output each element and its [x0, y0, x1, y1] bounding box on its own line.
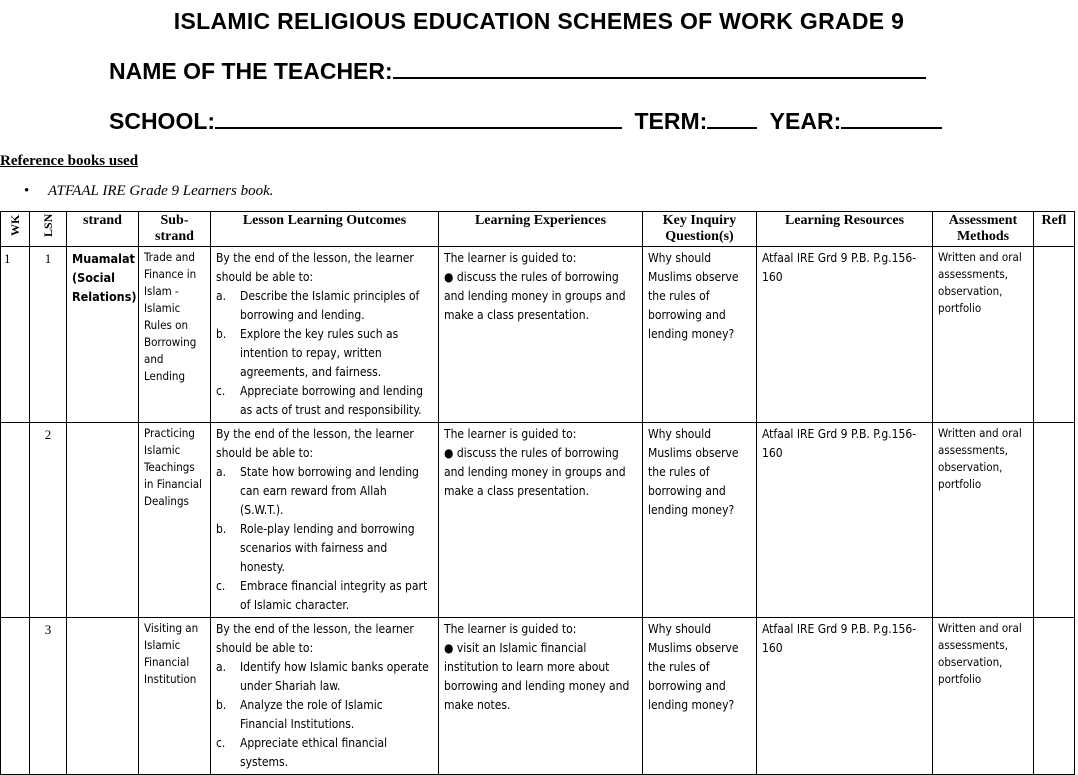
- list-item: c. Appreciate ethical financial systems.: [216, 736, 388, 769]
- experience-intro: The learner is guided to:: [444, 427, 577, 441]
- reference-item: [24, 183, 274, 200]
- assessment-cell: Written and oral assessments, observation, portfolio: [933, 423, 1034, 618]
- list-item: c. Embrace financial integrity as part of Islamic character.: [216, 579, 428, 612]
- scheme-table: [0, 211, 1075, 775]
- outcome-list: [216, 463, 433, 615]
- table-row: [1, 247, 1075, 423]
- experience-intro: The learner is guided to:: [444, 251, 577, 265]
- week-header: WK: [1, 212, 30, 247]
- assessment-cell: Written and oral assessments, observation, portfolio: [933, 618, 1034, 775]
- reference-text: ATFAAL IRE Grade 9 Learners book.: [48, 183, 274, 199]
- list-item: b. Analyze the role of Islamic Financial Institutions.: [216, 698, 383, 731]
- outcome-list: [216, 287, 433, 420]
- outcomes-cell: [211, 423, 439, 618]
- school-blank[interactable]: [215, 107, 622, 129]
- experiences-cell: [439, 423, 643, 618]
- outcome-intro: By the end of the lesson, the learner should be able to:: [216, 622, 414, 655]
- resources-cell: Atfaal IRE Grd 9 P.B. P.g.156-160: [757, 423, 933, 618]
- year-blank[interactable]: [841, 107, 942, 129]
- week-cell: 1: [1, 247, 30, 423]
- school-term-year-field: [109, 107, 942, 135]
- list-item: a. State how borrowing and lending can earn reward from Allah (S.W.T.).: [216, 465, 419, 517]
- reflection-cell[interactable]: [1034, 618, 1075, 775]
- strand-cell: [67, 618, 139, 775]
- year-label: YEAR:: [769, 108, 842, 134]
- bullet-icon: •: [24, 183, 30, 199]
- week-cell: [1, 423, 30, 618]
- reflection-cell[interactable]: [1034, 423, 1075, 618]
- resources-header: Learning Resources: [757, 212, 933, 247]
- table-header-row: [1, 212, 1075, 247]
- list-item: a. Describe the Islamic principles of borrowing and lending.: [216, 289, 420, 322]
- teacher-label: NAME OF THE TEACHER:: [109, 58, 393, 84]
- experiences-cell: [439, 247, 643, 423]
- experiences-header: Learning Experiences: [439, 212, 643, 247]
- lesson-cell: 2: [30, 423, 67, 618]
- sub-strand-cell: Trade and Finance in Islam - Islamic Rules on Borrowing and Lending: [139, 247, 211, 423]
- outcomes-cell: [211, 618, 439, 775]
- outcome-intro: By the end of the lesson, the learner should be able to:: [216, 427, 414, 460]
- week-cell: [1, 618, 30, 775]
- experience-intro: The learner is guided to:: [444, 622, 577, 636]
- inquiry-cell: Why should Muslims observe the rules of borrowing and lending money?: [643, 423, 757, 618]
- inquiry-cell: Why should Muslims observe the rules of borrowing and lending money?: [643, 618, 757, 775]
- resources-cell: Atfaal IRE Grd 9 P.B. P.g.156-160: [757, 247, 933, 423]
- table-row: [1, 618, 1075, 775]
- strand-header: strand: [67, 212, 139, 247]
- inquiry-cell: Why should Muslims observe the rules of borrowing and lending money?: [643, 247, 757, 423]
- teacher-name-blank[interactable]: [393, 57, 926, 79]
- sub-strand-cell: Visiting an Islamic Financial Institution: [139, 618, 211, 775]
- lesson-header: LSN: [30, 212, 67, 247]
- outcome-list: [216, 658, 433, 772]
- document-title: ISLAMIC RELIGIOUS EDUCATION SCHEMES OF WORK GRADE 9: [173, 8, 905, 34]
- reflection-cell[interactable]: [1034, 247, 1075, 423]
- term-blank[interactable]: [707, 107, 757, 129]
- strand-cell: [67, 423, 139, 618]
- table-row: [1, 423, 1075, 618]
- lesson-cell: 3: [30, 618, 67, 775]
- lesson-cell: 1: [30, 247, 67, 423]
- experience-text: ● visit an Islamic financial institution to learn more about borrowing and lending money and make notes.: [444, 641, 630, 712]
- experiences-cell: [439, 618, 643, 775]
- sub-strand-cell: Practicing Islamic Teachings in Financial Dealings: [139, 423, 211, 618]
- outcomes-cell: [211, 247, 439, 423]
- list-item: b. Role-play lending and borrowing scenarios with fairness and honesty.: [216, 522, 415, 574]
- strand-cell: Muamalat (Social Relations): [67, 247, 139, 423]
- school-label: SCHOOL:: [109, 108, 216, 134]
- list-item: b. Explore the key rules such as intention to repay, written agreements, and fairness.: [216, 327, 399, 379]
- experience-text: ● discuss the rules of borrowing and lending money in groups and make a class presentation.: [444, 446, 626, 498]
- experience-text: ● discuss the rules of borrowing and lending money in groups and make a class presentation.: [444, 270, 626, 322]
- outcome-intro: By the end of the lesson, the learner should be able to:: [216, 251, 414, 284]
- list-item: c. Appreciate borrowing and lending as acts of trust and responsibility.: [216, 384, 423, 417]
- teacher-name-field: [109, 57, 926, 85]
- inquiry-header: Key Inquiry Question(s): [643, 212, 757, 247]
- assessment-cell: Written and oral assessments, observation, portfolio: [933, 247, 1034, 423]
- assessment-header: Assessment Methods: [933, 212, 1034, 247]
- term-label: TERM:: [634, 108, 708, 134]
- reflection-header: Refl: [1034, 212, 1075, 247]
- reference-heading: Reference books used: [0, 153, 139, 169]
- outcomes-header: Lesson Learning Outcomes: [211, 212, 439, 247]
- list-item: a. Identify how Islamic banks operate under Shariah law.: [216, 660, 429, 693]
- sub-strand-header: Sub-strand: [139, 212, 211, 247]
- resources-cell: Atfaal IRE Grd 9 P.B. P.g.156-160: [757, 618, 933, 775]
